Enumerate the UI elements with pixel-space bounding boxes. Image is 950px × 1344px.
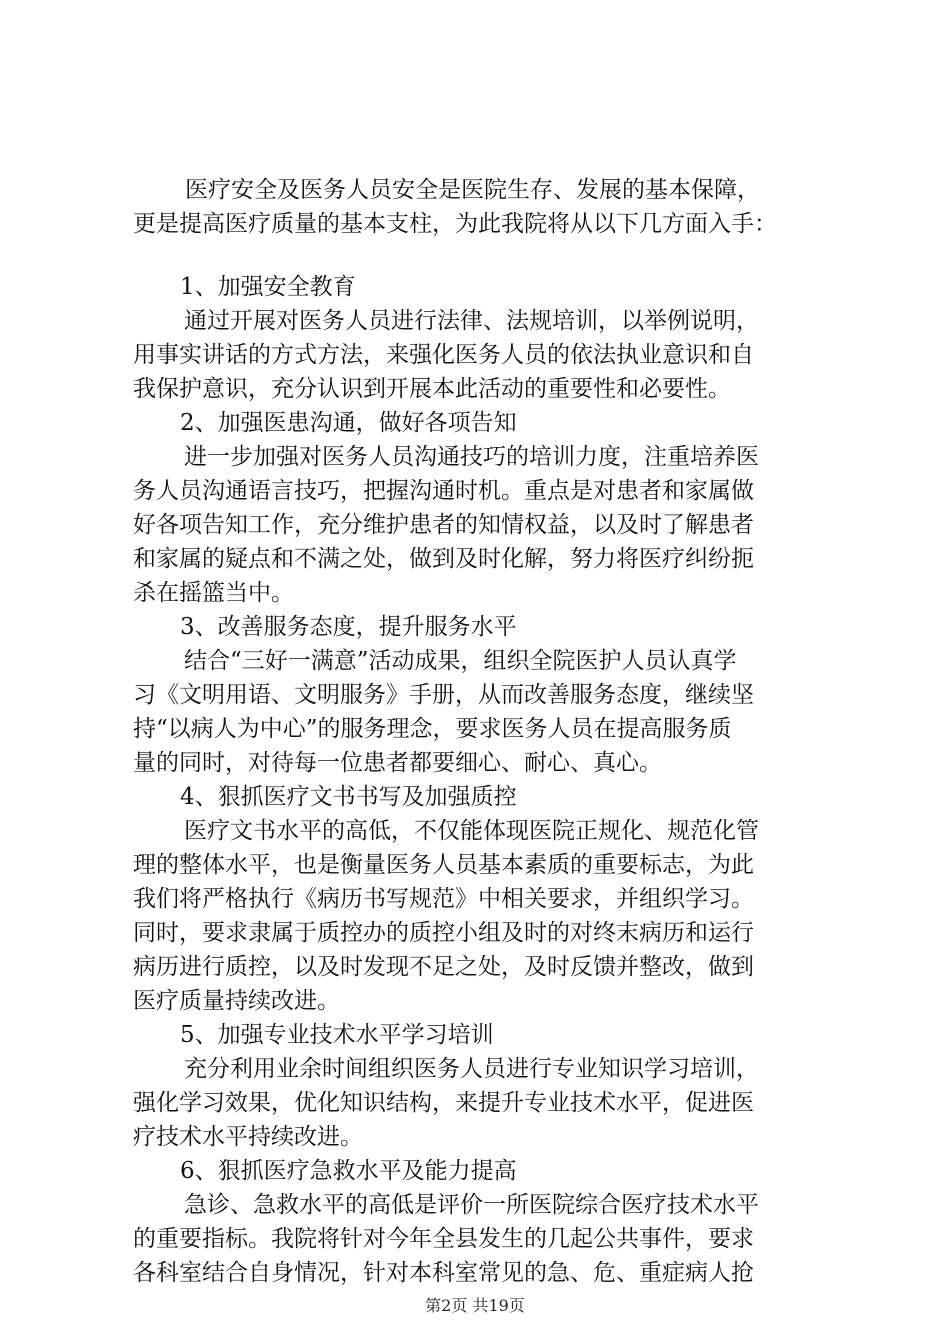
body-line: 医疗质量持续改进。 xyxy=(133,988,340,1014)
body-line: 用事实讲话的方式方法，来强化医务人员的依法执业意识和自 xyxy=(133,342,754,368)
body-line: 进一步加强对医务人员沟通技巧的培训力度，注重培养医 xyxy=(184,444,759,470)
body-line: 量的同时，对待每一位患者都要细心、耐心、真心。 xyxy=(133,750,662,776)
body-line: 同时，要求隶属于质控办的质控小组及时的对终末病历和运行 xyxy=(133,920,754,946)
body-line: 我们将严格执行《病历书写规范》中相关要求，并组织学习。 xyxy=(133,886,754,912)
body-line: 强化学习效果，优化知识结构，来提升专业技术水平，促进医 xyxy=(133,1090,754,1116)
body-line: 持“以病人为中心”的服务理念，要求医务人员在提高服务质 xyxy=(133,716,732,742)
intro-line-1: 医疗安全及医务人员安全是医院生存、发展的基本保障， xyxy=(185,177,760,203)
body-line: 病历进行质控，以及时发现不足之处，及时反馈并整改，做到 xyxy=(133,954,754,980)
intro-line-2: 更是提高医疗质量的基本支柱，为此我院将从以下几方面入手： xyxy=(133,211,777,237)
page-footer: 第2页 共19页 xyxy=(425,1296,525,1315)
section-heading-4: 4、狠抓医疗文书书写及加强质控 xyxy=(180,784,517,810)
body-line: 的重要指标。我院将针对今年全县发生的几起公共事件，要求 xyxy=(133,1226,754,1252)
section-heading-6: 6、狠抓医疗急救水平及能力提高 xyxy=(180,1158,517,1184)
body-line: 各科室结合自身情况，针对本科室常见的急、危、重症病人抢 xyxy=(133,1260,754,1286)
section-heading-5: 5、加强专业技术水平学习培训 xyxy=(180,1022,494,1048)
section-heading-3: 3、改善服务态度，提升服务水平 xyxy=(180,614,517,640)
body-line: 和家属的疑点和不满之处，做到及时化解，努力将医疗纠纷扼 xyxy=(133,546,754,572)
body-line: 杀在摇篮当中。 xyxy=(133,580,294,606)
body-line: 我保护意识，充分认识到开展本此活动的重要性和必要性。 xyxy=(133,376,731,402)
body-line: 结合“三好一满意”活动成果，组织全院医护人员认真学 xyxy=(184,648,737,674)
body-line: 务人员沟通语言技巧，把握沟通时机。重点是对患者和家属做 xyxy=(133,478,754,504)
body-line: 习《文明用语、文明服务》手册，从而改善服务态度，继续坚 xyxy=(133,682,754,708)
body-line: 通过开展对医务人员进行法律、法规培训，以举例说明， xyxy=(184,308,759,334)
body-line: 医疗文书水平的高低，不仅能体现医院正规化、规范化管 xyxy=(184,818,759,844)
section-heading-2: 2、加强医患沟通，做好各项告知 xyxy=(180,410,517,436)
section-heading-1: 1、加强安全教育 xyxy=(180,274,356,300)
body-line: 充分利用业余时间组织医务人员进行专业知识学习培训， xyxy=(184,1056,759,1082)
body-line: 急诊、急救水平的高低是评价一所医院综合医疗技术水平 xyxy=(184,1192,759,1218)
body-line: 理的整体水平，也是衡量医务人员基本素质的重要标志，为此 xyxy=(133,852,754,878)
body-line: 疗技术水平持续改进。 xyxy=(133,1124,363,1150)
body-line: 好各项告知工作，充分维护患者的知情权益，以及时了解患者 xyxy=(133,512,754,538)
